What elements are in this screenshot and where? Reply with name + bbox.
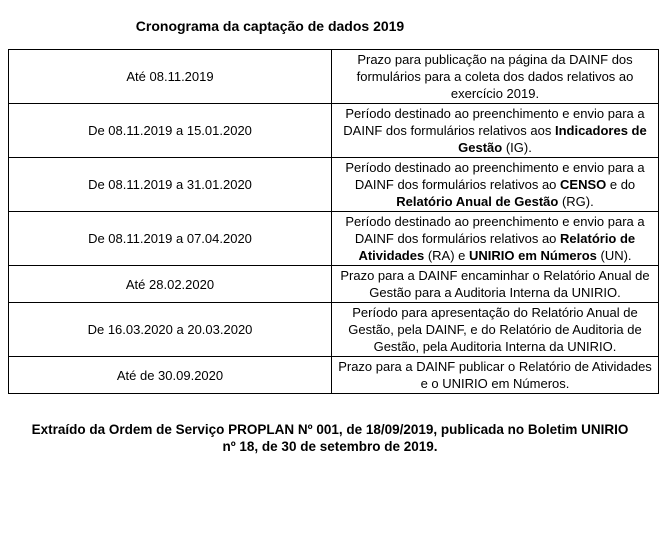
period-cell: De 16.03.2020 a 20.03.2020 <box>9 303 332 357</box>
description-cell: Período para apresentação do Relatório Anual de Gestão, pela DAINF, e do Relatório de Auditoria de Gestão, pela Auditoria Interna da UNIRIO. <box>332 303 659 357</box>
period-cell: Até de 30.09.2020 <box>9 357 332 394</box>
description-cell: Período destinado ao preenchimento e envio para a DAINF dos formulários relativos ao Relatório de Atividades (RA) e UNIRIO em Números (UN). <box>332 212 659 266</box>
table-row <box>9 104 659 158</box>
period-cell: De 08.11.2019 a 15.01.2020 <box>9 104 332 158</box>
table-row <box>9 50 659 104</box>
description-cell: Prazo para a DAINF encaminhar o Relatório Anual de Gestão para a Auditoria Interna da UNIRIO. <box>332 266 659 303</box>
page-title: Cronograma da captação de dados 2019 <box>135 18 405 34</box>
description-cell: Período destinado ao preenchimento e envio para a DAINF dos formulários relativos ao CENSO e do Relatório Anual de Gestão (RG). <box>332 158 659 212</box>
description-cell: Prazo para a DAINF publicar o Relatório de Atividades e o UNIRIO em Números. <box>332 357 659 394</box>
description-cell: Prazo para publicação na página da DAINF dos formulários para a coleta dos dados relativos ao exercício 2019. <box>332 50 659 104</box>
schedule-table-body <box>9 50 659 394</box>
schedule-table <box>8 49 659 394</box>
table-row <box>9 266 659 303</box>
description-cell: Período destinado ao preenchimento e envio para a DAINF dos formulários relativos aos Indicadores de Gestão (IG). <box>332 104 659 158</box>
table-row <box>9 212 659 266</box>
period-cell: Até 08.11.2019 <box>9 50 332 104</box>
period-cell: De 08.11.2019 a 31.01.2020 <box>9 158 332 212</box>
period-cell: De 08.11.2019 a 07.04.2020 <box>9 212 332 266</box>
table-row <box>9 357 659 394</box>
table-row <box>9 303 659 357</box>
period-cell: Até 28.02.2020 <box>9 266 332 303</box>
source-note: Extraído da Ordem de Serviço PROPLAN Nº 001, de 18/09/2019, publicada no Boletim UNIRIO nº 18, de 30 de setembro de 2019. <box>31 422 629 454</box>
table-row <box>9 158 659 212</box>
